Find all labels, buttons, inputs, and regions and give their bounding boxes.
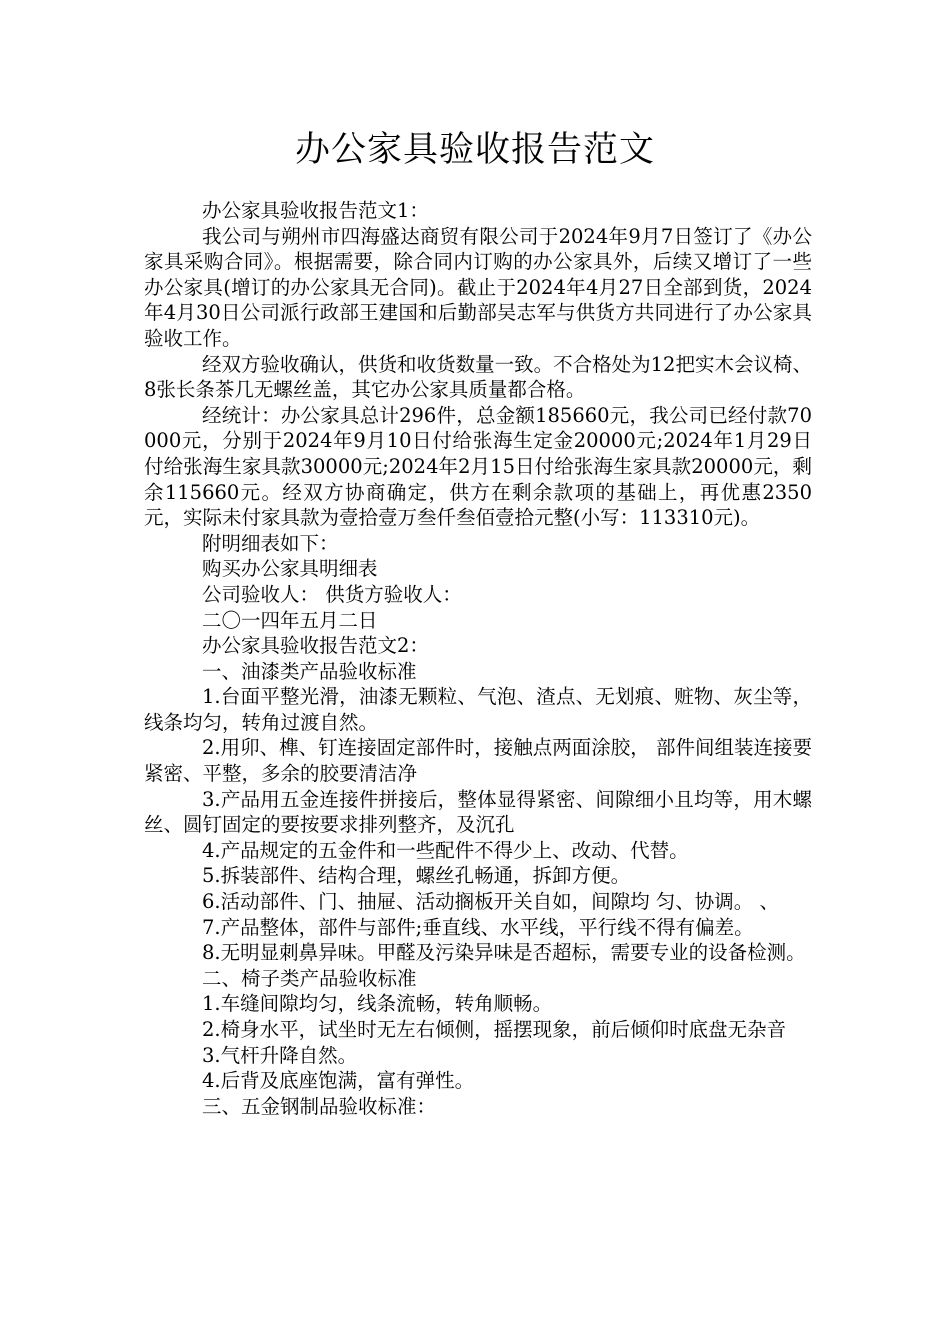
list-item: 4.产品规定的五金件和一些配件不得少上、改动、代替。: [202, 838, 689, 862]
section-heading-sample-2: 办公家具验收报告范文2：: [202, 634, 429, 658]
signatories-line: 公司验收人： 供货方验收人：: [202, 582, 462, 606]
section-heading-paint-products: 一、油漆类产品验收标准: [202, 659, 417, 683]
document-date: 二〇一四年五月二日: [202, 608, 378, 632]
inspection-result-paragraph: 经双方验收确认，供货和收货数量一致。不合格处为12把实木会议椅、8张长条茶几无螺丝盖，其它办公家具质量都合格。: [144, 352, 812, 402]
list-item: 5.拆装部件、结构合理，螺丝孔畅通，拆卸方便。: [202, 864, 631, 888]
list-item: 1.台面平整光滑，油漆无颗粒、气泡、渣点、无划痕、赃物、灰尘等，线条均匀，转角过渡自然。: [144, 685, 812, 734]
list-item: 3.产品用五金连接件拼接后，整体显得紧密、间隙细小且均等，用木螺丝、圆钉固定的要按要求排列整齐，及沉孔: [144, 787, 812, 837]
list-item: 6.活动部件、门、抽屉、活动搁板开关自如，间隙均 匀、协调。 、: [202, 890, 780, 914]
list-item: 4.后背及底座饱满，富有弹性。: [202, 1069, 475, 1093]
list-item: 8.无明显刺鼻异味。甲醛及污染异味是否超标，需要专业的设备检测。: [202, 941, 806, 965]
list-item: 3.气杆升降自然。: [202, 1043, 358, 1067]
contract-paragraph: 我公司与朔州市四海盛达商贸有限公司于2024年9月7日签订了《办公家具采购合同》。根据需要，除合同内订购的办公家具外，后续又增订了一些办公家具(增订的办公家具无合同)。截止于2024年4月27日全部到货，2024年4月30日公司派行政部王建国和后勤部吴志军与供货方共同进行了办公家具验收工作。: [144, 224, 812, 350]
detail-table-title: 购买办公家具明细表: [202, 557, 378, 581]
document-title: 办公家具验收报告范文: [294, 130, 655, 170]
payment-statistics-paragraph: 经统计：办公家具总计296件，总金额185660元，我公司已经付款70000元，分别于2024年9月10日付给张海生定金20000元;2024年1月29日付给张海生家具款30000元;2024年2月15日付给张海生家具款20000元，剩余115660元。经双方协商确定，供方在剩余款项的基础上，再优惠2350元，实际未付家具款为壹拾壹万叁仟叁佰壹拾元整(小写：113310元)。: [144, 403, 812, 530]
section-heading-sample-1: 办公家具验收报告范文1：: [202, 199, 429, 222]
list-item: 7.产品整体，部件与部件;垂直线、水平线，平行线不得有偏差。: [202, 915, 754, 939]
list-item: 2.椅身水平，试坐时无左右倾侧，摇摆现象，前后倾仰时底盘无杂音: [202, 1018, 787, 1041]
section-heading-hardware-steel-products: 三、五金钢制品验收标准：: [202, 1094, 437, 1118]
list-item: 1.车缝间隙均匀，线条流畅，转角顺畅。: [202, 992, 553, 1016]
list-item: 2.用卯、榫、钉连接固定部件时，接触点两面涂胶， 部件间组装连接要紧密、平整，多余的胶要清洁净: [144, 736, 812, 786]
attachment-note: 附明细表如下：: [202, 531, 339, 555]
document-body: [144, 198, 812, 1119]
section-heading-chair-products: 二、椅子类产品验收标准: [202, 966, 417, 990]
